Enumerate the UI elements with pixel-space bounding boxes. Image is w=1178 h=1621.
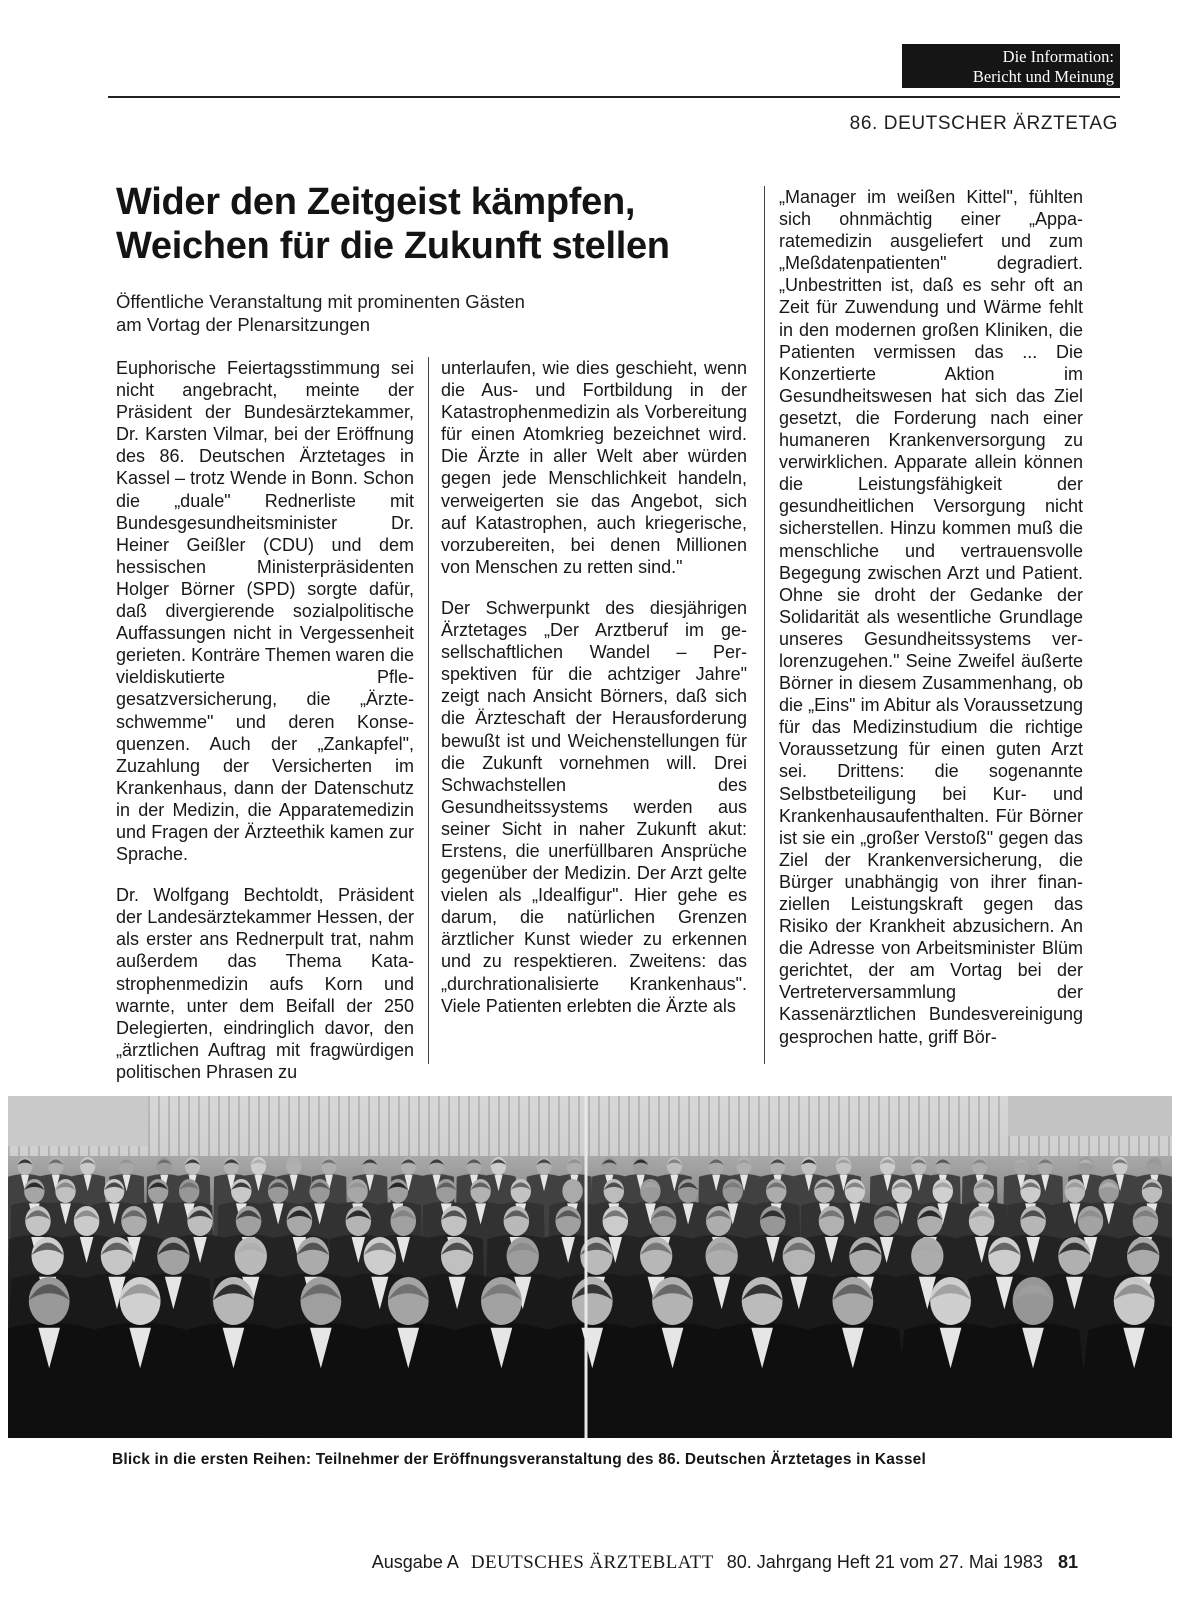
subhead-line-2: am Vortag der Plenarsitzungen: [116, 314, 371, 335]
footer-magazine-title: DEUTSCHES ÄRZTEBLATT: [470, 1552, 714, 1573]
footer-issue: 80. Jahrgang Heft 21 vom 27. Mai 1983: [726, 1552, 1043, 1572]
subhead-line-1: Öffentliche Veranstaltung mit prominenten Gästen: [116, 291, 525, 312]
header-rule: [108, 96, 1120, 98]
badge-line-2: Bericht und Meinung: [972, 67, 1114, 86]
photo-caption: Blick in die ersten Reihen: Teilnehmer der Eröffnungsveranstaltung des 86. Deutschen Ärztetages in Kassel: [112, 1451, 927, 1468]
badge-line-1: Die Information:: [1002, 47, 1114, 66]
column-divider: [428, 357, 429, 1064]
headline-line-2: Weichen für die Zukunft stellen: [116, 225, 670, 267]
article-subheadline: [116, 290, 736, 336]
paragraph: unterlaufen, wie dies geschieht, wenn die Aus- und Fortbildung in der Katastrophenmedizin als Vorbereitung für einen Atomkrieg bezeichnet wird. Die Ärzte in aller Welt aber würden gegen jede Menschlichkeit handeln, verweigerten sie das Angebot, sich auf Katastrophen, auch kriegerische, vorzubereiten, bei denen Millionen von Menschen zu retten sind.": [441, 358, 747, 577]
audience-photo-graphic: [8, 1096, 1172, 1438]
text-column-3: [779, 186, 1083, 1067]
paragraph: Euphorische Feiertagsstimmung sei nicht angebracht, meinte der Präsident der Bundesärztekammer, Dr. Karsten Vilmar, bei der Eröffnung des 86. Deutschen Ärztetages in Kassel – trotz Wende in Bonn. Schon die „duale" Rednerliste mit Bundesgesundheitsminister Dr. Heiner Geißler (CDU) und dem hessischen Ministerpräsidenten Holger Börner (SPD) sorgte dafür, daß divergierende sozialpolitische Auffassungen nicht in Vergessenheit gerieten. Konträre Themen waren die vieldiskutierte Pflegesatzversicherung, die „Ärzteschwemme" und deren Konsequenzen. Auch der „Zankapfel", Zuzahlung der Versicherten im Krankenhaus, dann der Datenschutz in der Medizin, die Apparatemedizin und Fragen der Ärzteethik kamen zur Sprache.: [116, 358, 414, 865]
text-column-1: [116, 357, 414, 1102]
column-divider: [764, 186, 765, 1064]
page-footer: [372, 1552, 1078, 1574]
text-column-2: [441, 357, 747, 1036]
headline-line-1: Wider den Zeitgeist kämpfen,: [116, 181, 636, 223]
footer-edition: Ausgabe A: [371, 1552, 458, 1572]
paragraph: „Manager im weißen Kittel", fühlten sich ohnmächtig einer „Apparatemedizin ausgeliefert und zum „Meßdatenpatienten" degradiert. „Unbestritten ist, daß es sehr oft an Zeit für Zuwendung und Wärme fehlt in den modernen großen Kliniken, die Patienten vermissen das ... Die Konzertierte Aktion im Gesundheitswesen hat sich das Ziel gesetzt, die Forderung nach einer humaneren Krankenversorgung zu verwirklichen. Apparate allein können die Leistungsfähigkeit der gesundheitlichen Versorgung nicht sicherstellen. Hinzu kommen muß die menschliche und vertrauensvolle Begegung zwischen Arzt und Patient. Ohne sie droht der Gedanke der Solidarität als wesentliche Grundlage unseres Gesundheitssystems verlorenzugehen." Seine Zweifel äußerte Börner in diesem Zusammenhang, ob die „Eins" im Abitur als Voraussetzung für das Medizinstudium die richtige Voraussetzung für einen guten Arzt sei. Drittens: die sogenannte Selbstbeteiligung bei Kur- und Krankenhausaufenthalten. Für Börner ist sie ein „großer Verstoß" gegen das Ziel der Krankenversicherung, die Bürger unabhängig von ihrer finanziellen Leistungskraft gegen das Risiko der Krankheit abzusichern. An die Adresse von Arbeitsminister Blüm gerichtet, der am Vortag bei der Vertreterversammlung der Kassenärztlichen Bundesvereinigung gesprochen hatte, griff Bör-: [779, 187, 1083, 1047]
audience-photo: [8, 1096, 1172, 1438]
article-headline: [116, 180, 756, 268]
section-title: 86. DEUTSCHER ÄRZTETAG: [849, 113, 1118, 134]
paragraph: Dr. Wolfgang Bechtoldt, Präsident der Landesärztekammer Hessen, der als erster ans Rednerpult trat, nahm außerdem das Thema Katastrophenmedizin aufs Korn und warnte, unter dem Beifall der 250 Delegierten, eindringlich davor, den „ärztlichen Auftrag mit fragwürdigen politischen Phrasen zu: [116, 885, 414, 1082]
page-number: 81: [1057, 1552, 1078, 1572]
section-badge: [902, 44, 1120, 88]
paragraph: Der Schwerpunkt des diesjährigen Ärztetages „Der Arztberuf im gesellschaftlichen Wandel – Perspektiven für die achtziger Jahre" zeigt nach Ansicht Börners, daß sich die Ärzteschaft der Herausforderung bewußt ist und Weichenstellungen für die Zukunft vornehmen will. Drei Schwachstellen des Gesundheitssystems werden aus seiner Sicht in naher Zukunft akut: Erstens, die unerfüllbaren Ansprüche gegenüber der Medizin. Der Arzt gelte vielen als „Idealfigur". Hier gehe es darum, die natürlichen Grenzen ärztlicher Kunst wieder zu erkennen und zu respektieren. Zweitens: das „durchrationalisierte Krankenhaus". Viele Patienten erlebten die Ärzte als: [441, 597, 747, 1016]
